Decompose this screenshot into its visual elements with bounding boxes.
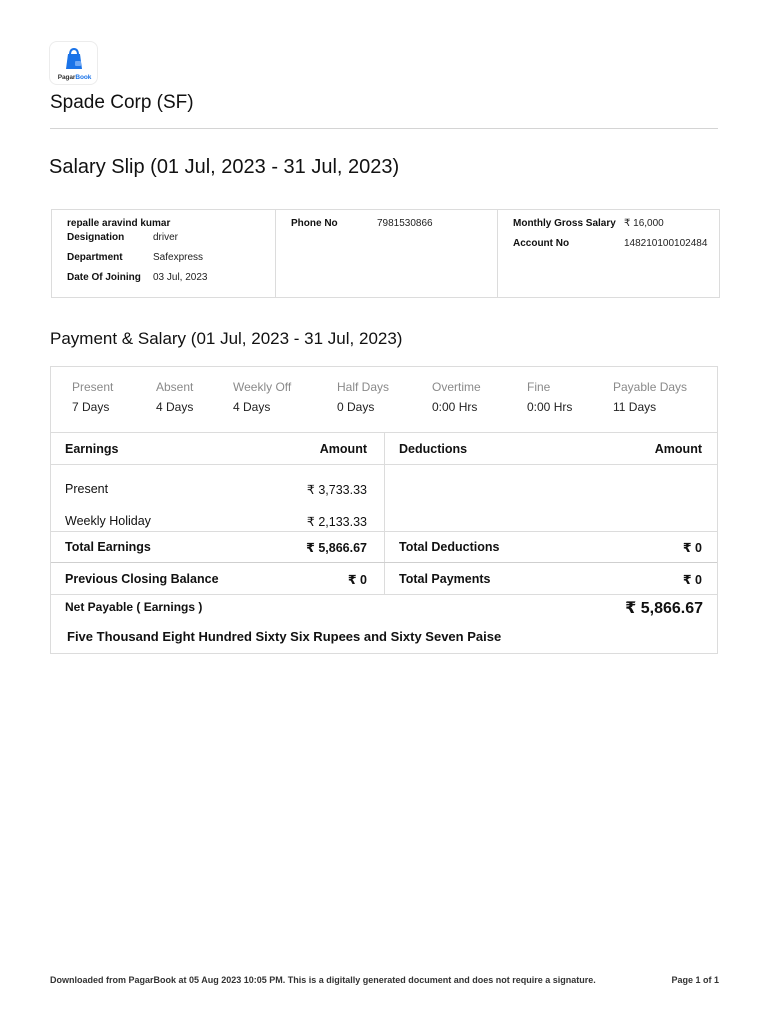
attendance-value: 0:00 Hrs <box>432 400 478 414</box>
salary-info-column <box>498 210 719 297</box>
attendance-absent <box>156 380 193 414</box>
attendance-summary <box>51 367 717 433</box>
attendance-label: Half Days <box>337 380 390 394</box>
department-label: Department <box>67 252 123 263</box>
designation-row <box>67 232 275 252</box>
attendance-value: 11 Days <box>613 400 657 414</box>
attendance-value: 7 Days <box>72 400 110 414</box>
earning-amount-present: ₹ 3,733.33 <box>306 483 367 497</box>
company-name: Spade Corp (SF) <box>50 92 194 113</box>
attendance-label: Payable Days <box>613 380 688 394</box>
total-earnings-value: ₹ 5,866.67 <box>306 541 367 555</box>
total-payments-label: Total Payments <box>399 572 491 586</box>
totals-divider <box>51 562 717 563</box>
attendance-half-days <box>337 380 389 414</box>
gross-row <box>513 218 719 238</box>
header-divider <box>50 128 718 129</box>
total-payments-value: ₹ 0 <box>682 573 702 587</box>
account-row <box>513 238 719 258</box>
department-value: Safexpress <box>153 252 204 263</box>
employee-name: repalle aravind kumar <box>67 218 171 229</box>
salary-slip-title: Salary Slip (01 Jul, 2023 - 31 Jul, 2023) <box>49 156 400 178</box>
logo-wordmark: PagarBook <box>57 74 92 81</box>
employee-details-box <box>51 209 720 298</box>
payment-box <box>50 366 718 654</box>
total-deductions-value: ₹ 0 <box>682 541 702 555</box>
doj-row <box>67 272 275 292</box>
header-underline <box>51 464 717 465</box>
attendance-label: Fine <box>527 380 551 394</box>
attendance-payable-days <box>613 380 687 414</box>
attendance-label: Weekly Off <box>233 380 292 394</box>
attendance-value: 0:00 Hrs <box>527 400 573 414</box>
account-label: Account No <box>513 238 570 249</box>
designation-value: driver <box>153 232 179 243</box>
attendance-value: 4 Days <box>233 400 271 414</box>
attendance-label: Absent <box>156 380 194 394</box>
page-number: Page 1 of 1 <box>671 975 719 985</box>
total-deductions-label: Total Deductions <box>399 540 500 554</box>
earnings-amount-header: Amount <box>319 442 367 456</box>
net-payable-value: ₹ 5,866.67 <box>625 600 703 617</box>
deductions-amount-header: Amount <box>654 442 702 456</box>
gross-value: ₹ 16,000 <box>624 218 664 229</box>
total-earnings-label: Total Earnings <box>65 540 151 554</box>
earnings-divider <box>51 531 717 532</box>
employee-info-column <box>52 210 276 297</box>
attendance-overtime <box>432 380 481 414</box>
footer-note: Downloaded from PagarBook at 05 Aug 2023 10:05 PM. This is a digitally generated document and does not require a signature. <box>50 975 596 985</box>
account-value: 148210100102484 <box>624 238 708 249</box>
phone-value: 7981530866 <box>377 218 433 229</box>
attendance-label: Overtime <box>432 380 481 394</box>
earning-amount-weekly-holiday: ₹ 2,133.33 <box>306 515 367 529</box>
earnings-header: Earnings <box>65 442 119 456</box>
gross-label: Monthly Gross Salary <box>513 218 616 229</box>
attendance-fine <box>527 380 572 414</box>
company-logo <box>49 41 98 85</box>
prev-balance-value: ₹ 0 <box>347 573 367 587</box>
balance-divider <box>51 594 717 595</box>
doj-value: 03 Jul, 2023 <box>153 272 208 283</box>
attendance-weekly-off <box>233 380 291 414</box>
payment-section-title: Payment & Salary (01 Jul, 2023 - 31 Jul, 2023) <box>50 329 403 348</box>
net-payable-label: Net Payable ( Earnings ) <box>65 600 203 614</box>
earning-label-present: Present <box>65 482 109 496</box>
amount-in-words: Five Thousand Eight Hundred Sixty Six Rupees and Sixty Seven Paise <box>67 629 502 644</box>
pagarbook-bag-icon <box>63 47 85 71</box>
attendance-present <box>72 380 113 414</box>
designation-label: Designation <box>67 232 125 243</box>
department-row <box>67 252 275 272</box>
doj-label: Date Of Joining <box>67 272 141 283</box>
deductions-header: Deductions <box>399 442 468 456</box>
phone-label: Phone No <box>291 218 338 229</box>
phone-row <box>291 218 497 238</box>
attendance-value: 0 Days <box>337 400 375 414</box>
attendance-value: 4 Days <box>156 400 194 414</box>
earning-label-weekly-holiday: Weekly Holiday <box>65 514 151 528</box>
table-column-divider <box>384 433 385 595</box>
prev-balance-label: Previous Closing Balance <box>65 572 219 586</box>
attendance-label: Present <box>72 380 114 394</box>
contact-column <box>276 210 498 297</box>
